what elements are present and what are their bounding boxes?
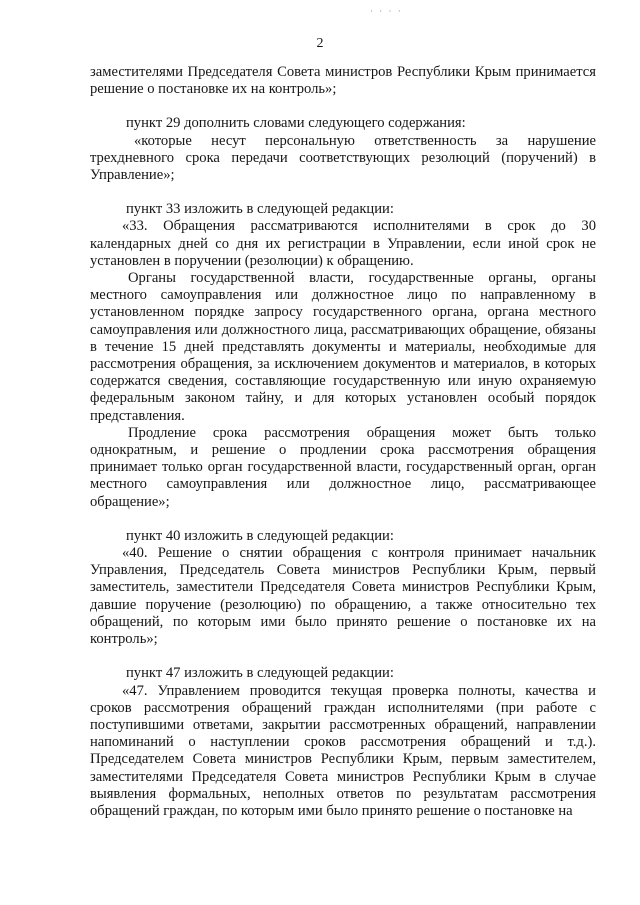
- paragraph-33-organs: Органы государственной власти, государственные органы, органы местного самоуправления или должностное лицо по направленному в установленном порядке запросу государственного органа, органа местного самоуправления или должностного лица, рассматривающих обращение, обязаны в течение 15 дней представлять документы и материалы, необходимые для рассмотрения обращения, за исключением документов и материалов, в которых содержатся сведения, составляющие государственную или иную охраняемую федеральным законом тайну, и для которых установлен особый порядок представления.: [90, 270, 596, 424]
- page-number: 2: [316, 36, 324, 51]
- paragraph-40-text: «40. Решение о снятии обращения с контроля принимает начальник Управления, Председатель Совета министров Республики Крым, первый заместитель, заместители Председателя Совета министров Республики Крым, давшие поручение (резолюцию) по обращению, а также относительно тех обращений, по которым ими было принято решение о постановке их на контроль»;: [90, 545, 596, 648]
- paragraph-33-extension: Продление срока рассмотрения обращения может быть только однократным, и решение о продлении срока рассмотрения обращения принимает только орган государственной власти, государственный орган, орган местного самоуправления или должностное лицо, рассматривающее обращение»;: [90, 424, 596, 510]
- amendment-heading-40: пункт 40 изложить в следующей редакции:: [126, 527, 394, 544]
- paragraph-47-text: «47. Управлением проводится текущая проверка полноты, качества и сроков рассмотрения обращений граждан исполнителями (при работе с поступившими ответами, закрытии рассмотренных обращений, направлении напоминаний о наступлении сроков рассмотрения обращений и т.д.). Председателем Совета министров Республики Крым, первым заместителем, заместителями Председателя Совета министров Республики Крым в случае выявления формальных, неполных ответов по результатам рассмотрения обращений граждан, по которым ими было принято решение о постановке на: [90, 682, 596, 819]
- document-body: [90, 64, 596, 820]
- paragraph-33-text: «33. Обращения рассматриваются исполнителями в срок до 30 календарных дней со дня их регистрации в Управлении, если иной срок не установлен в поручении (резолюции) к обращению.: [90, 218, 596, 269]
- amendment-heading-33: пункт 33 изложить в следующей редакции:: [126, 201, 394, 218]
- paragraph-29-text: «которые несут персональную ответственность за нарушение трехдневного срока передачи соответствующих резолюций (поручений) в Управление»;: [90, 132, 596, 184]
- paragraph-continuation: заместителями Председателя Совета министров Республики Крым принимается решение о постановке их на контроль»;: [90, 64, 596, 98]
- amendment-heading-29: пункт 29 дополнить словами следующего содержания:: [126, 115, 466, 132]
- scan-artifact: · · · ·: [370, 6, 403, 16]
- amendment-heading-47: пункт 47 изложить в следующей редакции:: [126, 665, 394, 682]
